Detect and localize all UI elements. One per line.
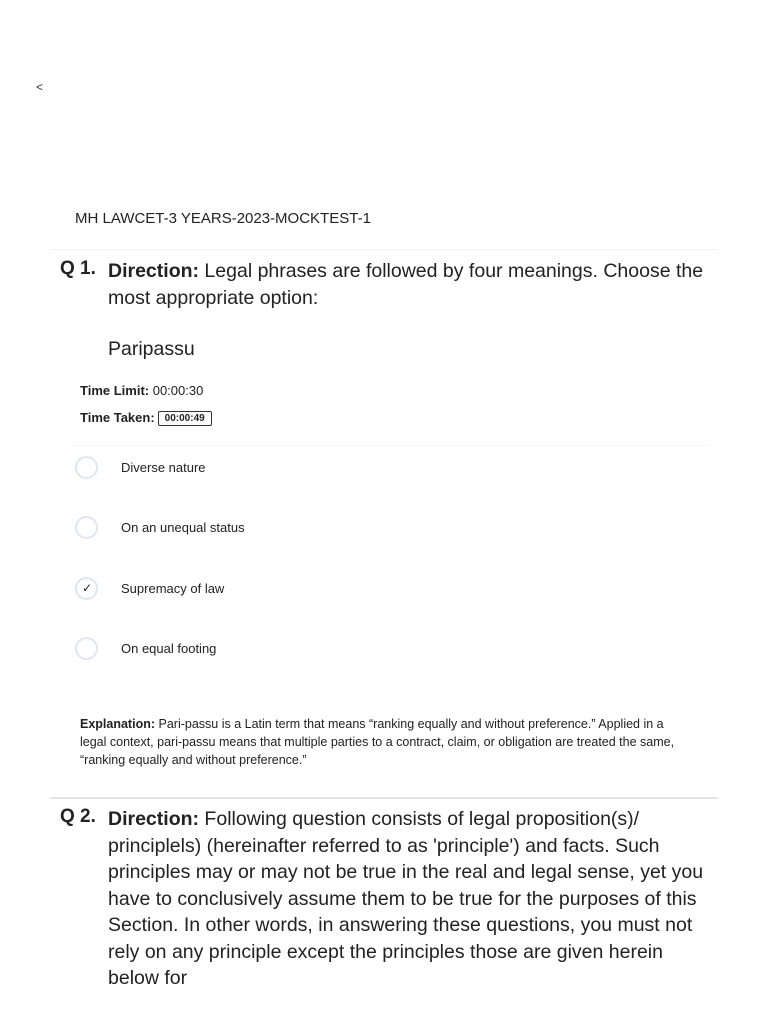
option-4[interactable] [74,635,674,665]
explanation-text: Pari-passu is a Latin term that means “ranking equally and without preference.” Applied in a legal context, pari-passu means that multiple parties to a contract, claim, or obligation are treated the same, “ranking equally and without preference.” [80,717,675,767]
direction-text: Legal phrases are followed by four meanings. Choose the most appropriate option: [108,260,704,309]
divider [50,249,718,250]
radio-button[interactable] [75,456,98,479]
checkmark-icon: ✓ [82,581,93,595]
time-limit [80,383,203,398]
explanation [80,715,690,769]
time-limit-label: Time Limit: [80,383,150,398]
question-number: Q 1. [60,258,96,279]
option-3[interactable] [74,575,674,605]
option-label: Diverse nature [121,460,206,475]
direction-label: Direction: [108,808,200,830]
radio-button[interactable] [75,516,98,539]
radio-button[interactable] [75,637,98,660]
question-1 [60,258,710,378]
time-taken [80,410,212,426]
radio-button-selected[interactable] [75,577,98,600]
option-1[interactable] [74,454,674,484]
legal-phrase: Paripassu [108,338,195,360]
explanation-label: Explanation: [80,717,156,731]
option-2[interactable] [74,514,674,544]
test-title: MH LAWCET-3 YEARS-2023-MOCKTEST-1 [75,210,371,227]
time-taken-badge: 00:00:49 [158,411,212,426]
direction-label: Direction: [108,260,200,282]
option-label: On equal footing [121,641,217,656]
option-label: On an unequal status [121,520,245,535]
divider [50,797,718,799]
time-limit-value: 00:00:30 [149,383,204,398]
question-direction [108,806,708,992]
direction-text: Following question consists of legal proposition(s)/ principlels) (hereinafter referred to as 'principle') and facts. Such principles may or may not be true in the real and legal sense, yet you have to conclusively assume them to be true for the purposes of this Section. In other words, in answering these questions, you must not rely on any principle except the principles those are given herein below for [108,808,704,989]
time-taken-label: Time Taken: [80,410,155,425]
back-chevron-icon[interactable]: < [36,80,44,94]
question-2 [60,806,710,1024]
question-direction [108,258,708,311]
option-label: Supremacy of law [121,581,225,596]
divider [70,445,710,446]
question-number: Q 2. [60,806,96,827]
